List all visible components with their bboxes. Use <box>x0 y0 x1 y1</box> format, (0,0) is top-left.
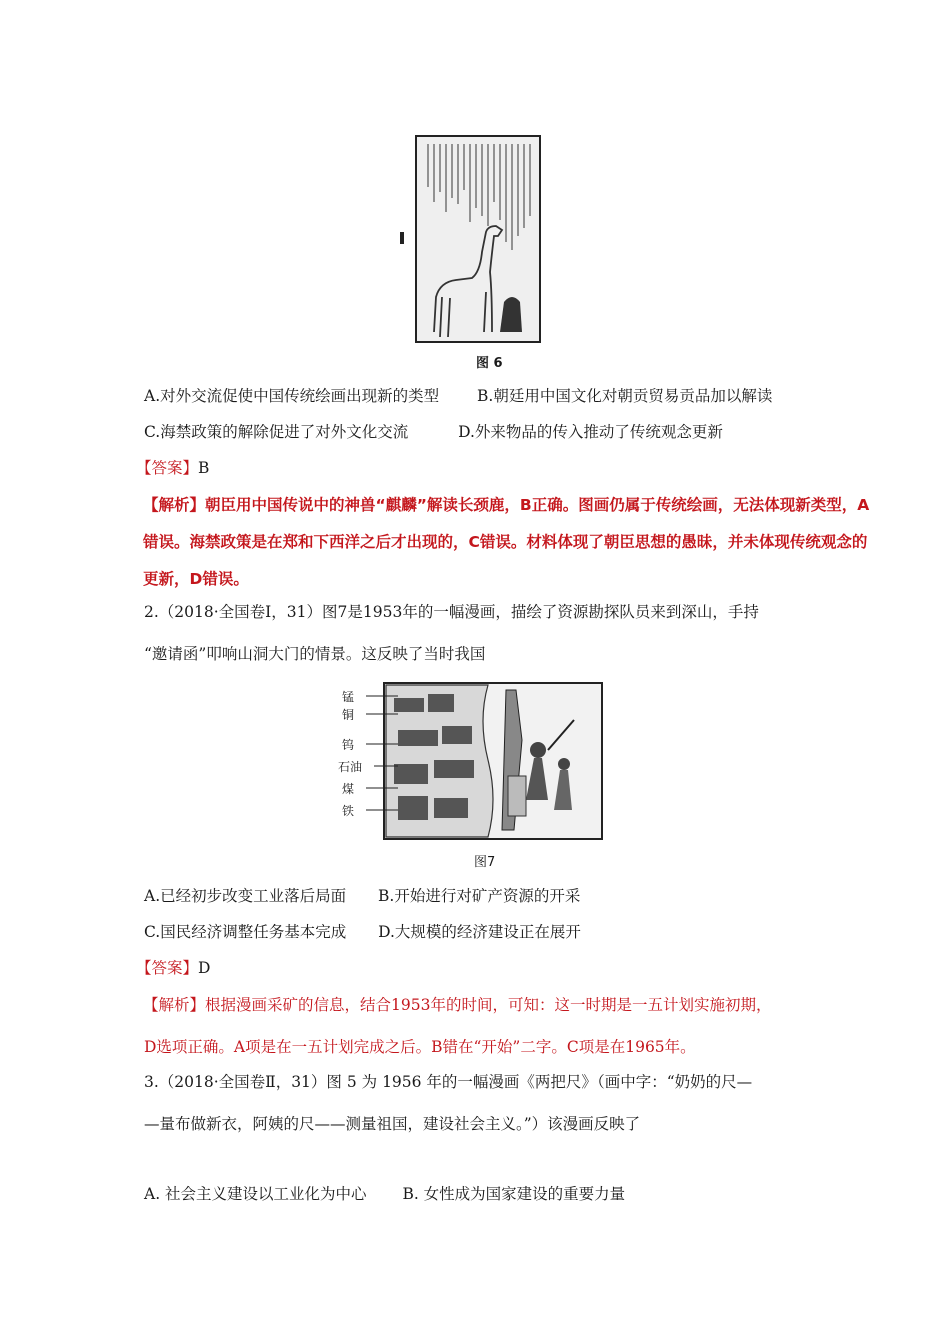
q2-answer-tag: 【答案】 <box>136 959 199 977</box>
q3-option-b[interactable]: B. 女性成为国家建设的重要力量 <box>402 1185 626 1203</box>
q1-options-row-1 <box>144 384 772 406</box>
q2-analysis-line-1: 【解析】根据漫画采矿的信息，结合1953年的时间，可知：这一时期是一五计划实施初期， <box>143 996 772 1014</box>
q2-option-b[interactable]: B.开始进行对矿产资源的开采 <box>378 887 581 905</box>
q1-option-c[interactable]: C.海禁政策的解除促进了对外文化交流 <box>144 423 409 441</box>
q2-analysis-line-2: D选项正确。A项是在一五计划完成之后。B错在“开始”二字。C项是在1965年。 <box>144 1038 696 1056</box>
q3-stem-line-2: —量布做新衣，阿姨的尺——测量祖国，建设社会主义。”）该漫画反映了 <box>144 1115 641 1133</box>
q1-options-row-2 <box>144 420 723 442</box>
figure-7-label-coal: 煤 <box>342 782 355 796</box>
figure-7-label-iron: 铁 <box>342 804 355 818</box>
q1-analysis-tag: 【解析】 <box>143 496 206 514</box>
q2-stem-line-2: “邀请函”叩响山洞大门的情景。这反映了当时我国 <box>144 645 486 663</box>
q2-analysis-tag: 【解析】 <box>143 996 206 1014</box>
q2-options-row-1 <box>144 884 580 906</box>
figure-7-label-tungsten: 钨 <box>342 738 355 752</box>
mining-cartoon-illustration <box>338 680 606 842</box>
q2-options-row-2 <box>144 920 581 942</box>
figure-7-caption: 图7 <box>474 855 496 870</box>
figure-6-caption: 图 6 <box>476 356 503 371</box>
q2-answer-value: D <box>198 959 211 977</box>
q2-answer <box>136 956 210 978</box>
q1-answer <box>136 456 209 478</box>
q1-answer-tag: 【答案】 <box>136 459 199 477</box>
figure-7-label-manganese: 锰 <box>342 690 355 704</box>
figure-6-image <box>400 132 545 347</box>
q3-options-row-1 <box>144 1182 625 1204</box>
q1-answer-value: B <box>198 459 210 477</box>
q3-option-a[interactable]: A. 社会主义建设以工业化为中心 <box>144 1185 367 1203</box>
figure-7-image <box>338 680 606 842</box>
q2-option-c[interactable]: C.国民经济调整任务基本完成 <box>144 923 347 941</box>
figure-7-label-copper: 铜 <box>342 708 355 722</box>
q1-option-d[interactable]: D.外来物品的传入推动了传统观念更新 <box>458 423 723 441</box>
q1-analysis-line-2: 错误。海禁政策是在郑和下西洋之后才出现的，C错误。材料体现了朝臣思想的愚昧，并未体现传统观念的 <box>143 533 868 551</box>
giraffe-painting-illustration <box>400 132 545 347</box>
figure-7-label-petroleum: 石油 <box>338 760 363 774</box>
q1-option-b[interactable]: B.朝廷用中国文化对朝贡贸易贡品加以解读 <box>477 387 773 405</box>
q1-option-a[interactable]: A.对外交流促使中国传统绘画出现新的类型 <box>144 387 440 405</box>
q2-option-d[interactable]: D.大规模的经济建设正在展开 <box>378 923 581 941</box>
q2-stem-line-1: 2.（2018·全国卷Ⅰ，31）图7是1953年的一幅漫画，描绘了资源勘探队员来到深山，手持 <box>144 603 759 621</box>
q2-option-a[interactable]: A.已经初步改变工业落后局面 <box>144 887 347 905</box>
q1-analysis-line-3: 更新，D错误。 <box>143 570 249 588</box>
q1-analysis-line-1: 【解析】朝臣用中国传说中的神兽“麒麟”解读长颈鹿，B正确。图画仍属于传统绘画，无法体现新类型，A <box>143 496 870 514</box>
q3-stem-line-1: 3.（2018·全国卷Ⅱ，31）图 5 为 1956 年的一幅漫画《两把尺》（画中字：“奶奶的尺— <box>144 1073 753 1091</box>
